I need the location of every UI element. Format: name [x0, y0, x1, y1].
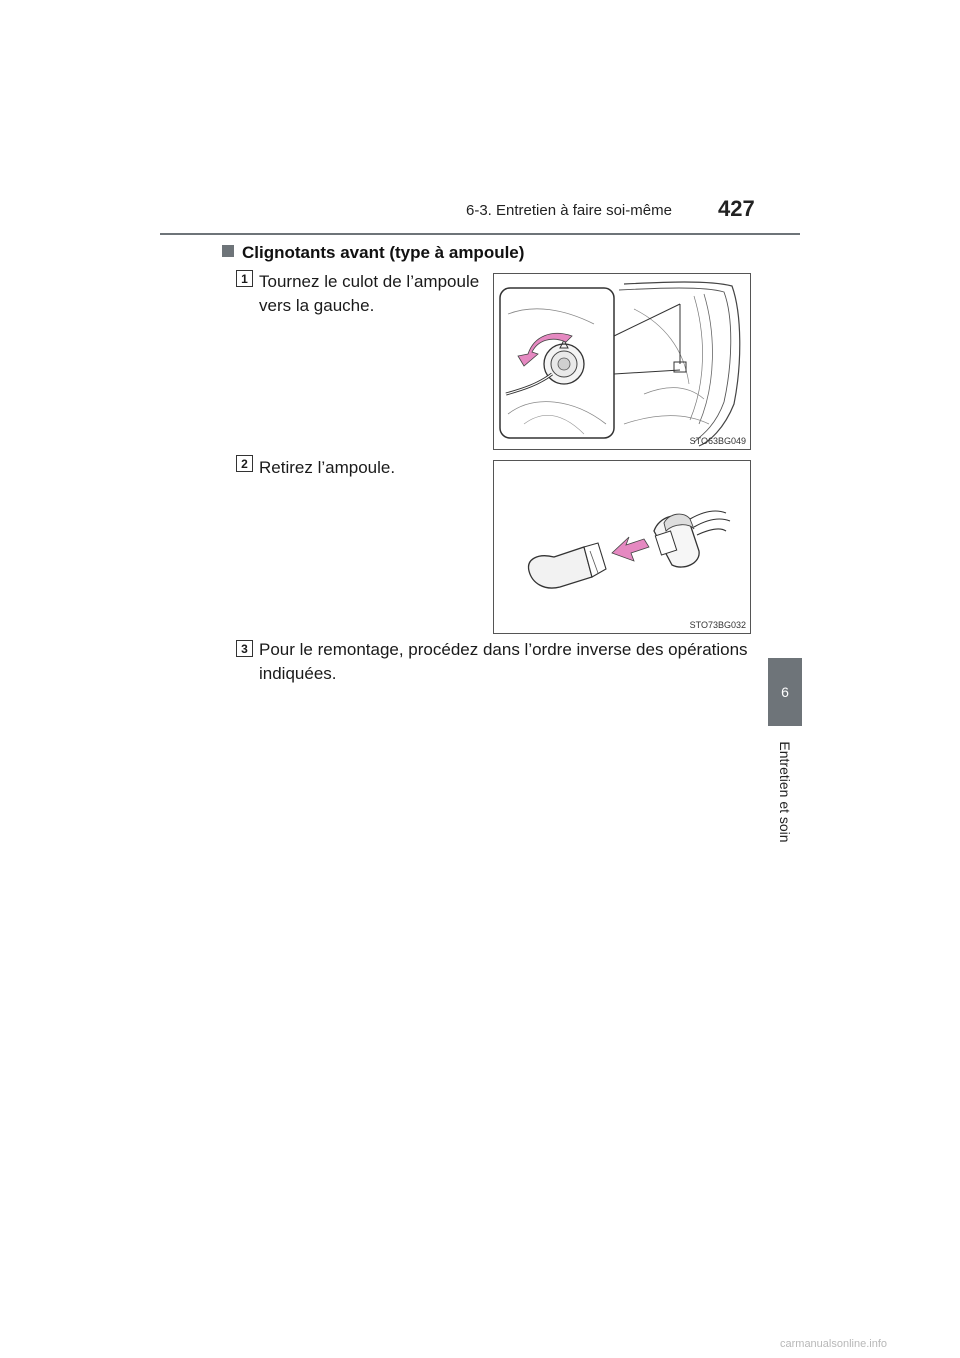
figure-remove-bulb: [493, 460, 751, 634]
step-3-line-1: Pour le remontage, procédez dans l’ordre inverse des opérations: [259, 640, 748, 659]
footer-watermark: carmanualsonline.info: [780, 1338, 888, 1350]
figure-code-2: STO73BG032: [689, 620, 746, 630]
step-1-text: [259, 270, 484, 318]
step-1-line-2: vers la gauche.: [259, 296, 375, 315]
step-1-line-1: Tournez le culot de l’ampoule: [259, 272, 480, 291]
figure-headlight-bulb-socket: [493, 273, 751, 450]
pull-out-arrow-icon: [612, 537, 649, 561]
square-bullet-icon: [222, 245, 234, 257]
headlight-illustration: [494, 274, 750, 449]
figure-code-1: STO63BG049: [689, 436, 746, 446]
step-number-1: 1: [236, 270, 253, 287]
page-number: 427: [718, 196, 755, 221]
step-2-line-1: Retirez l’ampoule.: [259, 458, 396, 477]
step-number-3: 3: [236, 640, 253, 657]
step-2-text: [259, 456, 484, 480]
header-section-title: 6-3. Entretien à faire soi-même: [466, 202, 672, 219]
chapter-tab: 6: [768, 658, 802, 726]
header-divider: [160, 233, 800, 235]
section-title-text: Clignotants avant (type à ampoule): [242, 243, 525, 262]
bulb-removal-illustration: [494, 461, 750, 633]
step-3-line-2: indiquées.: [259, 664, 337, 683]
section-title: [222, 243, 524, 263]
step-number-2: 2: [236, 455, 253, 472]
step-3-text: [259, 638, 759, 686]
chapter-label: Entretien et soin: [777, 741, 793, 843]
